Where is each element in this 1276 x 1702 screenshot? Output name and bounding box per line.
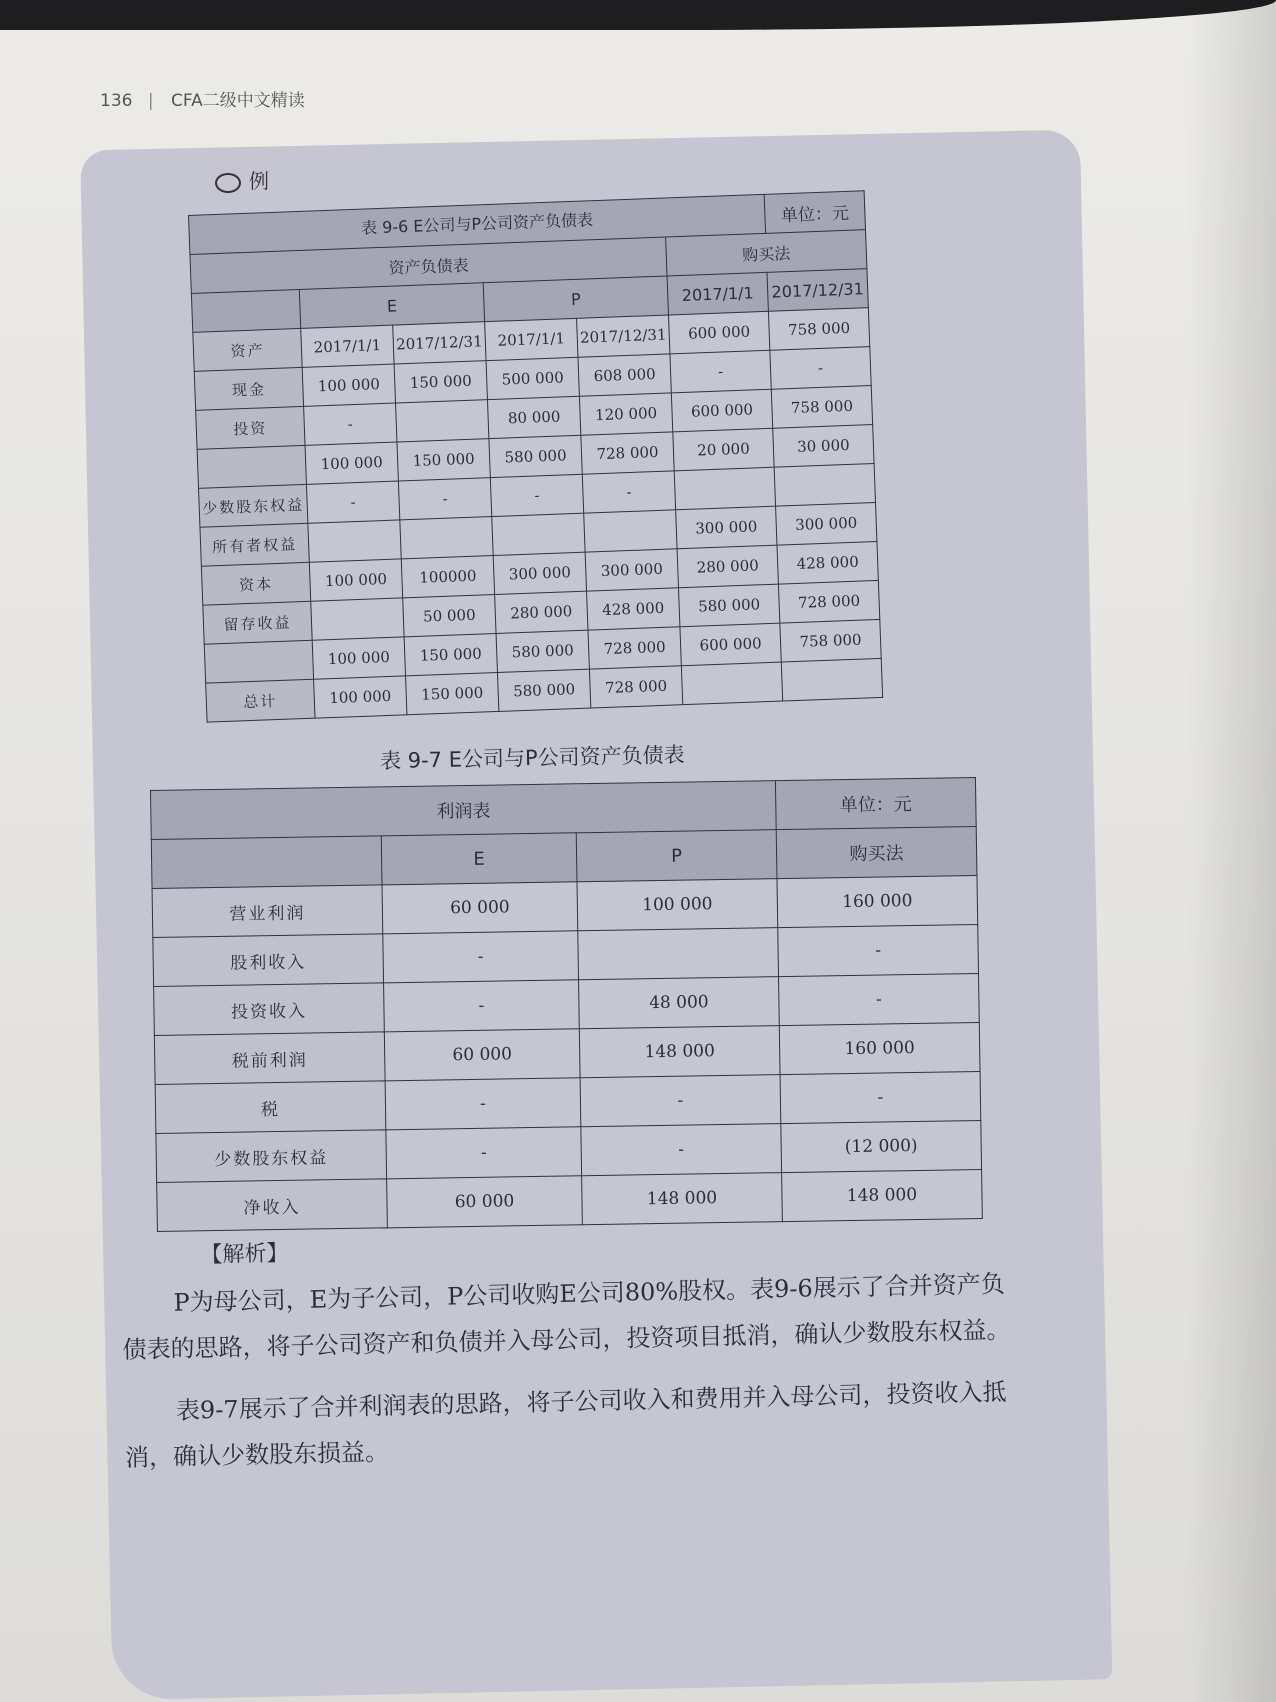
table1-caption: 表 9-6 E公司与P公司资产负债表 (189, 194, 766, 254)
table2-cell: 60 000 (387, 1176, 583, 1228)
table1-cell: 728 000 (581, 432, 674, 474)
table1-cell: - (770, 347, 871, 390)
table1-cell: 100 000 (302, 364, 395, 406)
table2-cell: - (779, 974, 980, 1026)
table2-group-header: 利润表 (151, 781, 777, 840)
table1-date-cell: 2017/1/1 (301, 325, 394, 367)
table1-cell: 80 000 (487, 396, 580, 438)
table1-cell: 120 000 (579, 393, 672, 435)
table1-row-label: 现金 (194, 367, 303, 410)
table1-cell: 280 000 (495, 591, 588, 633)
table1-cell: 728 000 (778, 580, 879, 623)
background-edge (0, 0, 1276, 30)
header-separator: | (147, 91, 154, 111)
table1-cell: 300 000 (585, 549, 678, 591)
table1-cell: 580 000 (497, 669, 590, 711)
table1-company-p: P (483, 276, 668, 322)
page-number: 136 (100, 91, 133, 111)
table1-cell: 728 000 (589, 666, 682, 708)
table2-cell: (12 000) (781, 1120, 982, 1172)
table2-col-purchase-method: 购买法 (776, 827, 977, 879)
table1-cell (584, 510, 677, 552)
table2-row-label: 营业利润 (152, 885, 383, 938)
table1-cell: 580 000 (489, 435, 582, 477)
table2-row-label: 税前利润 (154, 1032, 385, 1085)
table1-group-balance-sheet: 资产负债表 (190, 237, 667, 293)
table1-cell: 100 000 (309, 559, 402, 601)
table1-cell (311, 598, 404, 640)
table1-row-label (204, 640, 313, 683)
table1-cell: 600 000 (668, 311, 769, 354)
table1-cell: 300 000 (676, 506, 777, 549)
table2-row-label: 少数股东权益 (156, 1130, 387, 1183)
table1-cell: 428 000 (587, 588, 680, 630)
analysis-heading: 【解析】 (200, 1241, 289, 1269)
table1-date-cell: 2017/12/31 (767, 269, 868, 312)
table1-cell: 100 000 (312, 637, 405, 679)
running-header (100, 86, 305, 111)
table1-cell (681, 662, 782, 705)
table1-corner-cell (191, 289, 300, 332)
income-statement-table (150, 777, 983, 1232)
table2-cell: 100 000 (577, 879, 778, 931)
balance-sheet-table-block (188, 190, 883, 722)
table2-cell: 60 000 (382, 882, 578, 934)
table2-cell: 160 000 (779, 1023, 980, 1075)
table1-date-cell: 2017/12/31 (577, 315, 670, 357)
table1-cell (308, 520, 401, 562)
table2-cell: - (383, 931, 579, 983)
table2-row-label: 股利收入 (153, 934, 384, 987)
table1-cell: 758 000 (771, 386, 872, 429)
table1-cell: 280 000 (677, 545, 778, 588)
table1-cell (492, 513, 585, 555)
table2-cell: - (780, 1071, 981, 1123)
table1-row-label: 少数股东权益 (199, 484, 308, 527)
running-title: CFA二级中文精读 (171, 91, 305, 111)
analysis-paragraph: P为母公司，E为子公司，P公司收购E公司80%股权。表9-6展示了合并资产负债表的思路，将子公司资产和负债并入母公司，投资项目抵消，确认少数股东权益。 (122, 1269, 1011, 1364)
table1-cell: 758 000 (780, 619, 881, 662)
table1-cell: 150 000 (404, 633, 497, 675)
table1-cell: 728 000 (588, 627, 681, 669)
example-label-text: 例 (249, 169, 269, 193)
table1-date-cell: 2017/1/1 (485, 318, 578, 360)
table1-unit: 单位：元 (764, 191, 865, 234)
table2-unit: 单位：元 (775, 778, 976, 830)
table1-cell: 580 000 (496, 630, 589, 672)
table1-cell: 600 000 (671, 389, 772, 432)
table2-col-p: P (576, 830, 777, 882)
table1-row-label (197, 445, 306, 488)
table2-cell: - (384, 980, 580, 1032)
table1-date-cell: 2017/12/31 (393, 322, 486, 364)
example-icon (215, 173, 241, 193)
analysis-paragraph: 表9-7展示了合并利润表的思路，将子公司收入和费用并入母公司，投资收入抵消，确认少数股东损益。 (124, 1377, 1007, 1472)
table1-cell (396, 400, 489, 442)
table2-cell: 148 000 (582, 1173, 783, 1225)
table1-cell: - (398, 478, 491, 520)
example-label (215, 165, 269, 194)
table1-row-label: 总计 (206, 679, 315, 722)
table1-cell: 100 000 (305, 442, 398, 484)
table2-caption: 表 9-7 E公司与P公司资产负债表 (379, 742, 685, 774)
table1-row-label: 投资 (196, 406, 305, 449)
table1-cell: 428 000 (777, 541, 878, 584)
table2-row-label: 税 (155, 1081, 386, 1134)
table1-cell: 150 000 (397, 439, 490, 481)
table1-cell (400, 517, 493, 559)
table1-cell: 100 000 (314, 676, 407, 718)
table1-cell: - (490, 474, 583, 516)
table2-row-label: 净收入 (157, 1179, 388, 1232)
table1-cell: 580 000 (678, 584, 779, 627)
table2-cell: - (580, 1075, 781, 1127)
table2-row-label: 投资收入 (154, 983, 385, 1036)
table1-row-label: 留存收益 (203, 601, 312, 644)
table1-row-label: 资本 (201, 562, 310, 605)
table1-cell: - (670, 350, 771, 393)
table1-cell: - (582, 471, 675, 513)
table2-corner-cell (151, 836, 382, 889)
table2-cell: 148 000 (782, 1169, 983, 1221)
table1-cell (781, 658, 882, 701)
table1-cell: - (304, 403, 397, 445)
table1-cell: 300 000 (776, 503, 877, 546)
table1-cell: - (306, 481, 399, 523)
table1-cell: 150 000 (406, 672, 499, 714)
table1-cell: 30 000 (773, 425, 874, 468)
table1-cell: 608 000 (578, 354, 671, 396)
table2-cell (578, 928, 779, 980)
table1-cell (674, 467, 775, 510)
table1-row-label: 资产 (193, 328, 302, 371)
table1-cell (774, 464, 875, 507)
table2-cell: - (778, 925, 979, 977)
table1-cell: 100000 (401, 556, 494, 598)
table1-cell: 50 000 (403, 595, 496, 637)
analysis-section (120, 1215, 1025, 1481)
table2-cell: 48 000 (579, 977, 780, 1029)
table1-date-cell: 2017/1/1 (667, 272, 768, 315)
table2-cell: 148 000 (579, 1026, 780, 1078)
table1-group-purchase-method: 购买法 (666, 230, 867, 276)
page-spine-shadow (1186, 0, 1276, 1702)
table2-col-e: E (381, 833, 577, 885)
table1-company-e: E (299, 283, 484, 329)
table2-cell: - (581, 1124, 782, 1176)
table2-cell: - (385, 1078, 581, 1130)
table1-cell: 758 000 (768, 308, 869, 351)
table2-cell: - (386, 1127, 582, 1179)
table1-row-label: 所有者权益 (200, 523, 309, 566)
table1-cell: 20 000 (673, 428, 774, 471)
table1-cell: 600 000 (680, 623, 781, 666)
table1-cell: 150 000 (394, 361, 487, 403)
table1-cell: 300 000 (493, 552, 586, 594)
income-statement-table-block (150, 777, 983, 1232)
balance-sheet-table (188, 190, 883, 722)
table2-cell: 60 000 (384, 1029, 580, 1081)
table2-cell: 160 000 (777, 876, 978, 928)
table1-cell: 500 000 (486, 357, 579, 399)
